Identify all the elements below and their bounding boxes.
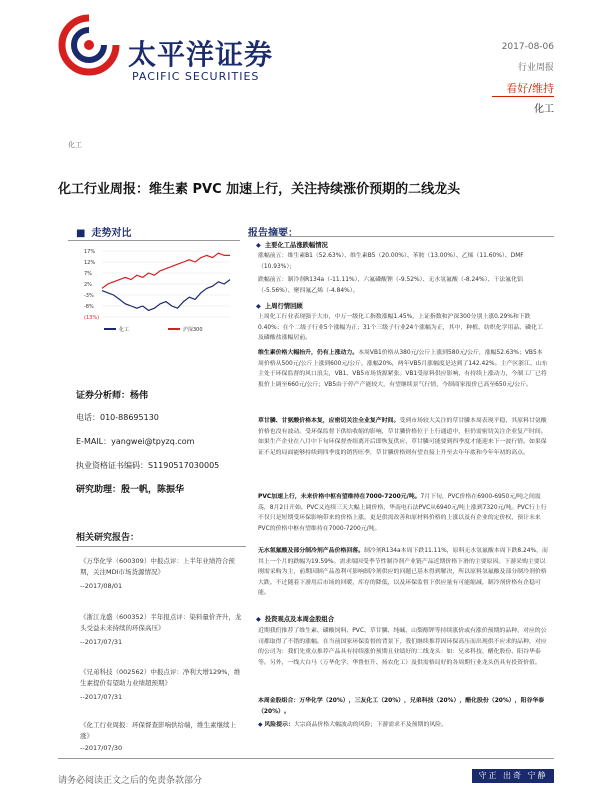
footer-disclaimer: 请务必阅读正文之后的免责条款部分 (58, 776, 203, 786)
risk-warning: ◆ 风险提示：大宗商品价格大幅波动的风险；下游需求不及预期的风险。 (258, 722, 448, 728)
y-tick-label: -3% (84, 293, 94, 299)
category-label: 化工 (68, 141, 82, 149)
logo-text-en: PACIFIC SECURITIES (132, 70, 260, 83)
analyst-name: 证券分析师：杨伟 (76, 391, 149, 401)
analyst-email[interactable]: E-MAIL：yangwei@tpyzq.com (76, 437, 195, 446)
related-reports-heading: 相关研究报告： (76, 533, 140, 543)
analyst-cert: 执业资格证书编码：S1190517030005 (76, 461, 220, 470)
industry-label: 化工 (534, 104, 554, 115)
related-report-item[interactable]: 《化工行业周报：环保督查影响供给端，维生素继续上涨》 --2017/07/30 (80, 721, 236, 752)
report-title: 化工行业周报：维生素 PVC 加速上行，关注持续涨价预期的二线龙头 (58, 182, 461, 197)
summary-divider (248, 236, 554, 237)
footer-slogan: 守正 出奇 宁静 致远 (472, 769, 554, 783)
summary-paragraph: 上周化工行业表现强于大市，中万一级化工指数涨幅1.45%，上证指数和沪深300分别上涨0.29%和下跌0.40%；在个二级子行业5个涨幅为正；31个三级子行业24个涨幅为正，其中，种植、纺织化学用品、磷化工及磷酸盐涨幅居前。 (258, 314, 543, 342)
summary-paragraph: 草甘膦、甘氨酸价格本复，应密切关注全业复产时间。受到市场较大关注的草甘膦本周表现平稳，其原料甘氨酸价格也没有波动。受环保监督下供给收缩的影响，草甘膦价格位于上行通道中，但仍需密切关注企业复产时间。如果生产企业在八月中下旬环保督查组离开后即恢复供应，草甘膦可能要到四季度才能迎来下一波行情。如果保证不足的局面能够持续到四季度的销售旺季，草甘膦价格则有望直接上升至去年年底和今年年初的高点。 (258, 418, 547, 456)
related-report-item[interactable]: 《万华化学（600309）中报点评：上半年业绩符合预期，关注MDI市场货源情况》 --2017/08/01 (80, 557, 235, 590)
report-date: 2017-08-06 (501, 42, 554, 52)
logo-text-cn: 太平洋证券 (128, 38, 274, 71)
trend-divider (68, 240, 240, 241)
summary-paragraph: 涨幅前五：维生素B1（52.63%）、维生素B5（20.00%）、苯胺（13.00%）、乙烯（11.60%）、DMF（10.93%）； (258, 253, 524, 270)
trend-heading: ■ 走势对比 (76, 228, 132, 239)
trend-chart (84, 245, 234, 335)
summary-subheading: ◆ 上周行情回顾 (256, 303, 303, 310)
series-line-沪深300 (102, 253, 230, 288)
footer-divider (58, 758, 554, 759)
rating-badge: 看好/维持 (506, 82, 554, 95)
related-divider (76, 546, 246, 547)
legend-label: 化工 (119, 327, 130, 333)
rating-divider (492, 96, 554, 97)
y-tick-label: 17% (84, 249, 96, 255)
related-report-item[interactable]: 《兄弟科技（002562）中报点评：净利大增129%，维生素提价有望助力业绩超预期》 --2017/07/31 (80, 668, 241, 701)
summary-paragraph: 维生素价格大幅抬升，仍有上涨动力。本周VB1价格从380元/公斤上涨到580元/公斤，涨幅52.63%；VB5本周价格从500元/公斤上涨到600元/公斤，涨幅20%，两年VB5月涨幅度是达到了142.42%。主产区浙江、山东主处于环保监督的风口浪尖，VB1、VB5市场货源紧张。VB1受原料供应影响，有持续上涨动力，今制工厂已将报价上调至660元/公斤；VB5由于停产产能较大，有望继续景气行情，今制商家报价已高至650元/公斤。 (258, 350, 548, 388)
y-tick-label: (13%) (84, 315, 100, 321)
summary-paragraph: 本周金股组合：万华化学（20%），三友化工（20%），兄弟科技（20%），醋化股份（20%），阳谷华泰（20%）。 (258, 698, 545, 715)
research-assistant: 研究助理：殷一帆，陈振华 (76, 485, 185, 495)
summary-paragraph: 近期我们推荐了维生素、磷酸饲料、PVC、草甘膦、纯碱、山梨醇钾等持续涨价或有涨价预期的品种，对应的公司都取得了不错的涨幅。在当前国家环保监督的背景下，我们继续推荐因环保高压而出现供不应求的品种，对应的公司为：我们先重点推荐产品具有持续涨价预期且业绩好的二线龙头：如：兄弟科技、醋化股份、阳谷华泰等。另外，一线大白马（万华化学、华鲁恒升、扬农化工）及供需格局好的各周期行业龙头仍具有投资价值。 (258, 628, 547, 666)
summary-subheading: ◆ 投资观点及本周金股组合 (256, 616, 335, 623)
y-tick-label: 2% (84, 282, 92, 288)
pacific-securities-logo-icon (58, 14, 120, 76)
summary-heading: 报告摘要： (248, 228, 298, 239)
y-tick-label: 7% (84, 271, 92, 277)
summary-subheading: ◆ 主要化工品涨跌幅情况 (256, 242, 328, 249)
analyst-phone: 电话：010-88695130 (76, 413, 159, 422)
y-tick-label: -8% (84, 304, 94, 310)
summary-paragraph: 跌幅前五：制冷剂R134a（-11.11%）、六氟磷酸锂（-9.52%）、无水氢氟酸（-8.24%）、干法氟化铝（-5.56%）、聚四氟乙烯（-4.84%）。 (258, 277, 523, 294)
summary-paragraph: PVC加速上行，未来价格中枢有望维持在7000-7200元/吨。7月下旬，PVC价格在6900-6950元/吨之间震荡，8月2日开始，PVC又连续三天大幅上调价格，华南电石法PVC从6940元/吨上涨到7320元/吨。PVC行上行不仅只是短期受环保影响带来的价格上涨，更是供需改善和原材料价格的上涨以及有企业的定价权，预计未来PVC的价格中枢有望维持在7000-7200元/吨。 (258, 494, 547, 532)
legend-label: 沪深300 (183, 327, 203, 333)
summary-paragraph: 无水氢氟酸及部分制冷剂产品价格回落。制冷剂R134a本周下跌11.11%，原料无水氢氟酸本周下跌8.24%，而其上一个月的跌幅为19.59%。需求端因受季节性制冷剂产业链产品近期价格下滑的主要原因。下游采购主要以刚需采购为主，前期因制产品盈利可影响制冷剂供应的问题已基本得到解决，所以原料氢氟酸及部分制冷剂价格大跌。不过随着下游用后市场的回暖，库存的降低，以及环保监督下供应量有可能缩减，制冷剂价格有企稳可能。 (258, 548, 548, 597)
related-report-item[interactable]: 《浙江龙盛（600352）半年报点评：染料量价齐升，龙头受益未来持续的环保高压》 --2017/07/31 (80, 613, 242, 646)
report-type: 行业周报 (517, 63, 554, 73)
y-tick-label: 12% (84, 260, 96, 266)
